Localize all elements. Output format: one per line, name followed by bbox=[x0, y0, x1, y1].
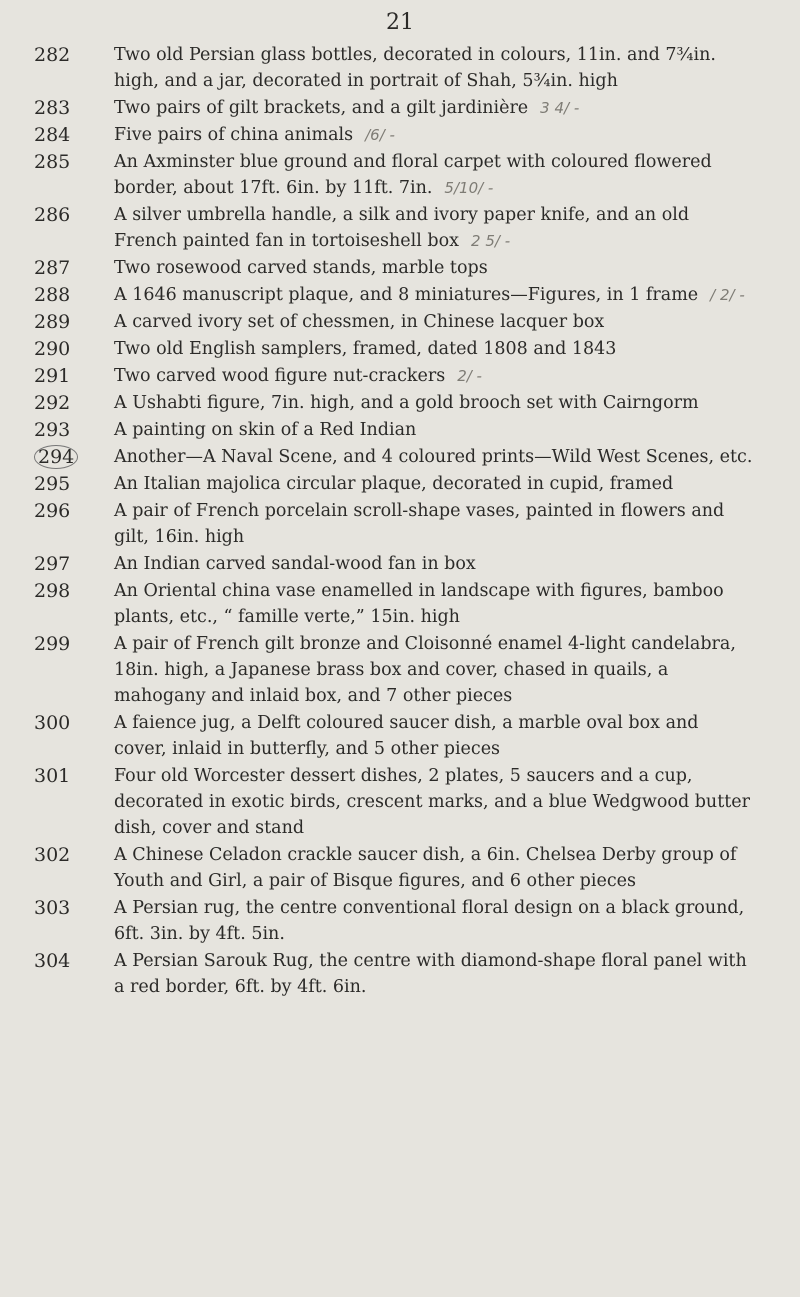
lot-number bbox=[34, 551, 104, 577]
lot-number-text: 302 bbox=[34, 844, 71, 866]
lot-entry bbox=[0, 336, 800, 362]
lot-number-text: 297 bbox=[34, 553, 71, 575]
lot-entry bbox=[0, 710, 800, 762]
lot-entry bbox=[0, 417, 800, 443]
lot-entry bbox=[0, 390, 800, 416]
lot-entry bbox=[0, 763, 800, 841]
lot-entry bbox=[0, 282, 800, 308]
lot-number-text: 294 bbox=[34, 445, 78, 469]
handwritten-price-note: 2/ - bbox=[457, 367, 482, 385]
page-number: 21 bbox=[386, 10, 414, 35]
lot-description: A Ushabti figure, 7in. high, and a gold brooch set with Cairngorm bbox=[114, 393, 699, 413]
lot-description: An Italian majolica circular plaque, decorated in cupid, framed bbox=[114, 474, 674, 494]
lot-entry bbox=[0, 363, 800, 389]
lot-description: An Indian carved sandal-wood fan in box bbox=[114, 554, 476, 574]
lot-entry bbox=[0, 471, 800, 497]
lot-number-text: 301 bbox=[34, 765, 71, 787]
lot-entry bbox=[0, 95, 800, 121]
lot-number bbox=[34, 363, 104, 389]
handwritten-price-note: / 2/ - bbox=[710, 286, 745, 304]
lot-description: A 1646 manuscript plaque, and 8 miniatures—Figures, in 1 frame / 2/ - bbox=[114, 285, 745, 305]
lot-description: A faience jug, a Delft coloured saucer dish, a marble oval box and cover, inlaid in butterfly, and 5 other pieces bbox=[114, 713, 699, 759]
lot-entry bbox=[0, 255, 800, 281]
lot-number bbox=[34, 390, 104, 416]
lot-entry bbox=[0, 498, 800, 550]
lot-description: Four old Worcester dessert dishes, 2 plates, 5 saucers and a cup, decorated in exotic birds, crescent marks, and a blue Wedgwood butter dish, cover and stand bbox=[114, 766, 750, 838]
lot-number bbox=[34, 282, 104, 308]
lot-number bbox=[34, 471, 104, 497]
lot-number bbox=[34, 417, 104, 443]
lot-description: An Oriental china vase enamelled in landscape with figures, bamboo plants, etc., “ famille verte,” 15in. high bbox=[114, 581, 724, 627]
lot-description: Two pairs of gilt brackets, and a gilt jardinière 3 4/ - bbox=[114, 98, 580, 118]
lot-number-text: 303 bbox=[34, 897, 71, 919]
lot-number bbox=[34, 948, 104, 974]
lot-number bbox=[34, 42, 104, 68]
lot-number bbox=[34, 122, 104, 148]
lot-entry bbox=[0, 578, 800, 630]
handwritten-price-note: 3 4/ - bbox=[540, 99, 580, 117]
lot-entry bbox=[0, 444, 800, 470]
lot-description: An Axminster blue ground and floral carpet with coloured flowered border, about 17ft. 6in. by 11ft. 7in. 5/10/ - bbox=[114, 152, 712, 198]
lot-description: A pair of French porcelain scroll-shape vases, painted in flowers and gilt, 16in. high bbox=[114, 501, 725, 547]
lot-description: A pair of French gilt bronze and Cloisonné enamel 4-light candelabra, 18in. high, a Japanese brass box and cover, chased in quails, a mahogany and inlaid box, and 7 other pieces bbox=[114, 634, 736, 706]
handwritten-price-note: 2 5/ - bbox=[471, 232, 511, 250]
lot-number-text: 296 bbox=[34, 500, 71, 522]
lot-number-text: 289 bbox=[34, 311, 71, 333]
lot-number bbox=[34, 578, 104, 604]
lot-description: Five pairs of china animals /6/ - bbox=[114, 125, 395, 145]
lot-number bbox=[34, 895, 104, 921]
lot-number bbox=[34, 498, 104, 524]
lot-number bbox=[34, 95, 104, 121]
lot-number-text: 298 bbox=[34, 580, 71, 602]
lot-entry bbox=[0, 202, 800, 254]
lot-entry bbox=[0, 122, 800, 148]
lot-entry bbox=[0, 842, 800, 894]
lot-number-text: 299 bbox=[34, 633, 71, 655]
lot-number-text: 283 bbox=[34, 97, 71, 119]
lot-description: A Persian rug, the centre conventional floral design on a black ground, 6ft. 3in. by 4ft. 5in. bbox=[114, 898, 745, 944]
lot-entry bbox=[0, 948, 800, 1000]
lot-number-text: 287 bbox=[34, 257, 71, 279]
lot-number-text: 285 bbox=[34, 151, 71, 173]
lot-number bbox=[34, 255, 104, 281]
handwritten-price-note: 5/10/ - bbox=[444, 179, 494, 197]
lot-entry bbox=[0, 42, 800, 94]
lot-number-text: 288 bbox=[34, 284, 71, 306]
lot-number-text: 300 bbox=[34, 712, 71, 734]
lot-description: A painting on skin of a Red Indian bbox=[114, 420, 417, 440]
lot-number bbox=[34, 336, 104, 362]
lot-entry bbox=[0, 631, 800, 709]
lot-entry bbox=[0, 895, 800, 947]
lot-number bbox=[34, 763, 104, 789]
lot-number-text: 292 bbox=[34, 392, 71, 414]
lot-description: A Chinese Celadon crackle saucer dish, a 6in. Chelsea Derby group of Youth and Girl, a pair of Bisque figures, and 6 other pieces bbox=[114, 845, 737, 891]
lot-number-text: 284 bbox=[34, 124, 71, 146]
handwritten-price-note: /6/ - bbox=[365, 126, 395, 144]
lot-description: Another—A Naval Scene, and 4 coloured prints—Wild West Scenes, etc. bbox=[114, 447, 753, 467]
lot-number-text: 286 bbox=[34, 204, 71, 226]
lot-number-text: 291 bbox=[34, 365, 71, 387]
lot-description: A Persian Sarouk Rug, the centre with diamond-shape floral panel with a red border, 6ft. by 4ft. 6in. bbox=[114, 951, 747, 997]
lot-number bbox=[34, 309, 104, 335]
lot-entry bbox=[0, 551, 800, 577]
lot-description: A silver umbrella handle, a silk and ivory paper knife, and an old French painted fan in tortoiseshell box 2 5/ - bbox=[114, 205, 690, 251]
lot-entry bbox=[0, 149, 800, 201]
lot-description: Two old Persian glass bottles, decorated in colours, 11in. and 7¾in. high, and a jar, decorated in portrait of Shah, 5¾in. high bbox=[114, 45, 716, 91]
lot-number bbox=[34, 444, 104, 470]
lot-number bbox=[34, 710, 104, 736]
lot-number bbox=[34, 202, 104, 228]
lot-number-text: 304 bbox=[34, 950, 71, 972]
lot-list bbox=[0, 42, 800, 1001]
lot-number-text: 290 bbox=[34, 338, 71, 360]
lot-description: A carved ivory set of chessmen, in Chinese lacquer box bbox=[114, 312, 605, 332]
lot-description: Two carved wood figure nut-crackers 2/ - bbox=[114, 366, 482, 386]
lot-description: Two old English samplers, framed, dated 1808 and 1843 bbox=[114, 339, 617, 359]
lot-number bbox=[34, 149, 104, 175]
lot-number bbox=[34, 631, 104, 657]
lot-number-text: 293 bbox=[34, 419, 71, 441]
lot-description: Two rosewood carved stands, marble tops bbox=[114, 258, 488, 278]
lot-entry bbox=[0, 309, 800, 335]
lot-number-text: 282 bbox=[34, 44, 71, 66]
lot-number bbox=[34, 842, 104, 868]
lot-number-text: 295 bbox=[34, 473, 71, 495]
